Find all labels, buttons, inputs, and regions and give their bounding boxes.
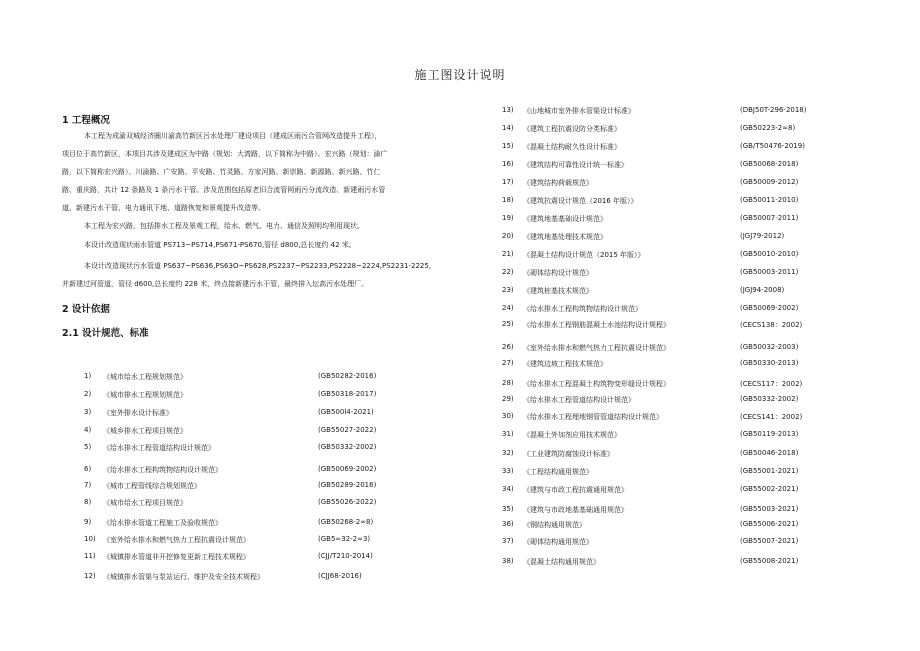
reference-number: 11) [84, 552, 96, 560]
reference-title: 《给水排水工程管道结构设计规范》 [523, 396, 635, 404]
reference-number: 38) [502, 557, 514, 565]
reference-title: 《城市工程管线综合规划规范》 [103, 482, 201, 490]
reference-item [84, 372, 408, 382]
reference-title: 《砌体结构通用规范》 [523, 538, 593, 546]
reference-number: 12) [84, 572, 96, 580]
reference-item [84, 408, 408, 418]
reference-item [502, 320, 830, 330]
reference-title: 《钢结构通用规范》 [523, 521, 586, 529]
reference-code: (GB50223-2∞8) [740, 124, 796, 132]
reference-number: 33) [502, 467, 514, 475]
overview-line-9: 并新建过河管道，管径 d600,总长度约 228 米，终点接新建污水干管，最终排入坛高污水处理厂。 [62, 280, 369, 288]
reference-code: (JGJ79-2012) [740, 232, 785, 240]
reference-title: 《给水排水工程管道结构设计规范》 [103, 444, 215, 452]
reference-code: (GB55027-2022) [318, 426, 377, 434]
reference-item [502, 124, 830, 134]
reference-number: 10) [84, 535, 96, 543]
reference-code: (CECS138：2002) [740, 321, 803, 329]
reference-item [502, 520, 830, 530]
reference-title: 《给水排水工程钢筋混凝土水池结构设计规程》 [523, 321, 670, 329]
reference-item [84, 498, 408, 508]
reference-title: 《城镇排水管道非开挖修复更新工程技术规程》 [103, 553, 250, 561]
reference-item [502, 106, 830, 116]
reference-title: 《城市排水工程规划规范》 [103, 391, 187, 399]
reference-number: 22) [502, 268, 514, 276]
reference-number: 6) [84, 465, 92, 473]
reference-code: (CECS117：2002) [740, 380, 803, 388]
reference-title: 《建筑与市政工程抗震通用规范》 [523, 486, 628, 494]
reference-code: (GB55001-2021) [740, 467, 799, 475]
reference-item [502, 178, 830, 188]
reference-code: (GB50009-2012) [740, 178, 799, 186]
reference-number: 8) [84, 498, 92, 506]
overview-line-1: 本工程为成渝双城经济圈川渝高竹新区污水处理厂建设项目（建成区雨污合管网改造提升工程）， [84, 132, 382, 140]
reference-title: 《城市给水工程规划规范》 [103, 373, 187, 381]
reference-item [502, 505, 830, 515]
reference-item [502, 485, 830, 495]
reference-code: (GB50011-2010) [740, 196, 799, 204]
reference-title: 《室外排水设计标准》 [103, 409, 173, 417]
reference-title: 《建筑地基基础设计规范》 [523, 215, 607, 223]
reference-title: 《城镇排水管渠与泵站运行、维护及安全技术规程》 [103, 573, 264, 581]
reference-item [502, 142, 830, 152]
reference-item [84, 465, 408, 475]
reference-title: 《工程结构通用规范》 [523, 468, 593, 476]
reference-number: 19) [502, 214, 514, 222]
reference-code: (CECS141：2002) [740, 413, 803, 421]
overview-line-2: 项目位于高竹新区，本项目共涉及建成区为中路（规划：大湾路，以下简称为中路）、宏兴路（规划：渝广 [62, 150, 388, 158]
reference-number: 32) [502, 449, 514, 457]
reference-item [502, 232, 830, 242]
reference-number: 5) [84, 443, 92, 451]
reference-number: 15) [502, 142, 514, 150]
reference-item [502, 467, 830, 477]
reference-item [502, 304, 830, 314]
reference-title: 《建筑与市政地基基础通用规范》 [523, 506, 628, 514]
reference-item [502, 379, 830, 389]
document-title: 施工图设计说明 [414, 68, 506, 82]
reference-number: 37) [502, 537, 514, 545]
reference-item [502, 343, 830, 353]
overview-line-6: 本工程为宏兴路，包括排水工程及景观工程，给水、燃气、电力、通信及照明均利用现状。 [84, 222, 364, 230]
reference-code: (GB50007-2011) [740, 214, 799, 222]
reference-code: (GB55007-2021) [740, 537, 799, 545]
reference-code: (GB55006-2021) [740, 520, 799, 528]
reference-code: (GB50003-2011) [740, 268, 799, 276]
reference-number: 13) [502, 106, 514, 114]
reference-code: (GB50282-2016) [318, 372, 377, 380]
reference-title: 《工业建筑防腐蚀设计标准》 [523, 450, 614, 458]
reference-item [502, 250, 830, 260]
reference-code: (CJJ/T210-2014) [318, 552, 373, 560]
reference-title: 《室外给水排水和燃气热力工程抗震设计规范》 [523, 344, 670, 352]
reference-code: (GB50032-2003) [740, 343, 799, 351]
overview-line-3: 路，以下简称宏兴路）、川渝路、广安路、平安路、竹灵路、方家河路、新崇路、新源路、新兴路、竹仁 [62, 168, 381, 176]
reference-item [84, 390, 408, 400]
reference-title: 《给水排水管道工程施工及验收规范》 [103, 519, 222, 527]
reference-code: (DBJ50T-296-2018) [740, 106, 807, 114]
reference-number: 7) [84, 481, 92, 489]
reference-item [502, 449, 830, 459]
reference-number: 35) [502, 505, 514, 513]
reference-title: 《城乡排水工程项目规范》 [103, 427, 187, 435]
reference-item [502, 196, 830, 206]
reference-number: 14) [502, 124, 514, 132]
reference-title: 《混凝土结构耐久性设计标准》 [523, 143, 621, 151]
reference-code: (GB50119-2013) [740, 430, 799, 438]
reference-item [502, 359, 830, 369]
reference-number: 16) [502, 160, 514, 168]
reference-title: 《建筑桩基技术规范》 [523, 287, 593, 295]
reference-code: (GB500l4-2021) [318, 408, 374, 416]
reference-number: 25) [502, 320, 514, 328]
reference-item [502, 214, 830, 224]
reference-item [84, 443, 408, 453]
reference-number: 21) [502, 250, 514, 258]
reference-item [84, 552, 408, 562]
reference-code: (GB55026-2022) [318, 498, 377, 506]
reference-number: 9) [84, 518, 92, 526]
reference-title: 《室外给水排水和燃气热力工程抗震设计规范》 [103, 536, 250, 544]
reference-title: 《山地城市室外排水管渠设计标准》 [523, 107, 635, 115]
reference-code: (GB50330-2013) [740, 359, 799, 367]
reference-code: (GB50010-2010) [740, 250, 799, 258]
reference-item [502, 395, 830, 405]
reference-number: 24) [502, 304, 514, 312]
overview-line-4: 路、重庆路，共计 12 条路及 1 条污水干管。涉及范围包括原老旧合流管网雨污分流改造、新建雨污水管 [62, 186, 386, 194]
reference-item [502, 537, 830, 547]
reference-code: (GB50068-2018) [740, 160, 799, 168]
reference-item [502, 286, 830, 296]
reference-code: (GB50332-2002) [318, 443, 377, 451]
reference-number: 17) [502, 178, 514, 186]
overview-line-5: 道、新建污水干管、电力通讯下地、道路恢复和景观提升改造等。 [62, 204, 265, 212]
reference-number: 28) [502, 379, 514, 387]
reference-title: 《建筑抗震设计规范（2016 年版）》 [523, 197, 638, 205]
section-2-1-heading: 2.1 设计规范、标准 [62, 328, 149, 339]
reference-item [84, 535, 408, 545]
reference-item [502, 160, 830, 170]
reference-item [84, 572, 408, 582]
reference-item [84, 518, 408, 528]
reference-number: 23) [502, 286, 514, 294]
reference-code: (GB55008-2021) [740, 557, 799, 565]
reference-code: (GB50332-2002) [740, 395, 799, 403]
overview-line-8: 本设计改造现状污水管道 PS637~PS636,PS63O~PS628,PS2237~PS2233,PS2228~2224,PS2231-2225, [84, 262, 432, 270]
reference-number: 31) [502, 430, 514, 438]
reference-number: 1) [84, 372, 92, 380]
reference-title: 《建筑边坡工程技术规范》 [523, 360, 607, 368]
reference-title: 《给水排水工程构筑物结构设计规范》 [523, 305, 642, 313]
reference-number: 20) [502, 232, 514, 240]
reference-code: (GB50318-2017) [318, 390, 377, 398]
reference-code: (GB50046-2018) [740, 449, 799, 457]
reference-number: 26) [502, 343, 514, 351]
reference-item [502, 430, 830, 440]
reference-item [502, 557, 830, 567]
reference-code: (GB50069-2002) [318, 465, 377, 473]
reference-code: (GB5∞32-2∞3) [318, 535, 371, 543]
reference-title: 《砌体结构设计规范》 [523, 269, 593, 277]
reference-title: 《混凝土外加剂应用技术规范》 [523, 431, 621, 439]
reference-number: 27) [502, 359, 514, 367]
reference-title: 《给水排水工程混凝土构筑物变形缝设计规程》 [523, 380, 670, 388]
reference-code: (CJJ68-2016) [318, 572, 362, 580]
reference-item [84, 481, 408, 491]
overview-line-7: 本设计改造现状雨水管道 PS713~PS714,PS671-PS670,管径 d800,总长度约 42 米。 [84, 241, 356, 249]
reference-code: (GB/T50476-2019) [740, 142, 805, 150]
reference-number: 3) [84, 408, 92, 416]
reference-code: (GB55003-2021) [740, 505, 799, 513]
reference-title: 《建筑结构荷载规范》 [523, 179, 593, 187]
reference-number: 18) [502, 196, 514, 204]
reference-number: 34) [502, 485, 514, 493]
reference-number: 4) [84, 426, 92, 434]
reference-title: 《给水排水工程埋地钢管管道结构设计规范》 [523, 413, 663, 421]
reference-code: (GB50069-2002) [740, 304, 799, 312]
reference-number: 2) [84, 390, 92, 398]
reference-number: 30) [502, 412, 514, 420]
reference-title: 《建筑结构可靠性设计统一标准》 [523, 161, 628, 169]
reference-title: 《建筑地基处理技术规范》 [523, 233, 607, 241]
reference-title: 《给水排水工程构筑物结构设计规范》 [103, 466, 222, 474]
reference-code: (GB50268-2∞8) [318, 518, 374, 526]
reference-code: (JGJ94-2008) [740, 286, 785, 294]
reference-item [502, 412, 830, 422]
reference-item [84, 426, 408, 436]
reference-title: 《混凝土结构设计规范（2015 年版）》 [523, 251, 645, 259]
reference-code: (GB55002-2021) [740, 485, 799, 493]
reference-title: 《建筑工程抗震设防分类标准》 [523, 125, 621, 133]
section-1-heading: 1 工程概况 [62, 115, 110, 126]
reference-code: (GB50289-2016) [318, 481, 377, 489]
reference-title: 《城市给水工程项目规范》 [103, 499, 187, 507]
reference-item [502, 268, 830, 278]
reference-number: 29) [502, 395, 514, 403]
section-2-heading: 2 设计依据 [62, 304, 110, 315]
reference-title: 《混凝土结构通用规范》 [523, 558, 600, 566]
reference-number: 36) [502, 520, 514, 528]
